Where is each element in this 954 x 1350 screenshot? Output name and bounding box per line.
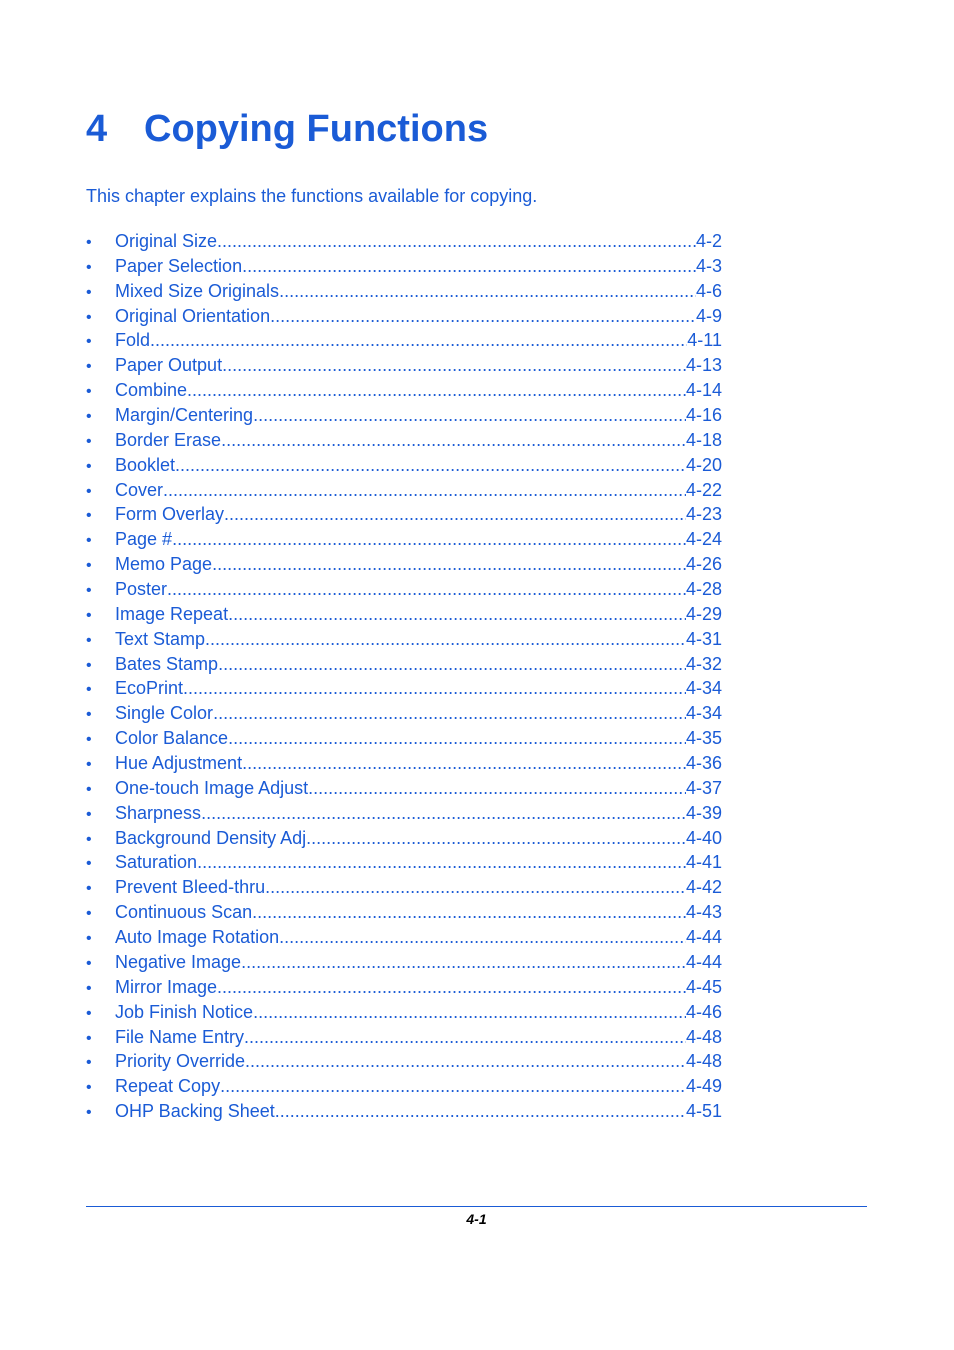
toc-entry[interactable] [86,875,722,900]
dot-leader [253,1000,686,1025]
toc-entry-page[interactable]: 4-11 [687,330,722,351]
dot-leader [183,676,686,701]
footer-divider [86,1206,867,1207]
dot-leader [212,552,686,577]
toc-entry-page[interactable]: 4-26 [685,554,722,575]
chapter-number: 4 [86,107,108,150]
toc-entry-page[interactable]: 4-37 [685,777,722,798]
toc-entry[interactable] [86,527,722,552]
toc-entry-title[interactable]: Saturation [115,852,198,873]
toc-entry-title[interactable]: File Name Entry [115,1026,245,1047]
toc-entry-page[interactable]: 4-16 [685,405,722,426]
toc-entry[interactable] [86,279,722,304]
bullet-icon: • [86,905,92,923]
bullet-icon: • [86,731,92,749]
toc-entry-page[interactable]: 4-42 [685,877,722,898]
dot-leader [175,453,686,478]
toc-entry-title[interactable]: Job Finish Notice [115,1001,254,1022]
bullet-icon: • [86,706,92,724]
toc-entry-page[interactable]: 4-14 [685,380,722,401]
dot-leader [218,652,686,677]
toc-entry[interactable] [86,1099,722,1124]
dot-leader [265,875,686,900]
toc-entry-title[interactable]: Paper Selection [115,255,243,276]
bullet-icon: • [86,756,92,774]
toc-entry[interactable] [86,229,722,254]
toc-entry-title[interactable]: Form Overlay [115,504,225,525]
dot-leader [224,502,686,527]
toc-entry-page[interactable]: 4-32 [685,653,722,674]
toc-entry[interactable] [86,676,722,701]
toc-entry-title[interactable]: Hue Adjustment [115,753,243,774]
toc-entry[interactable] [86,453,722,478]
toc-entry[interactable] [86,627,722,652]
toc-entry-page[interactable]: 4-49 [685,1076,722,1097]
dot-leader [222,353,686,378]
toc-entry-page[interactable]: 4-23 [685,504,722,525]
bullet-icon: • [86,1029,92,1047]
toc-entry-page[interactable]: 4-48 [685,1051,722,1072]
toc-entry[interactable] [86,552,722,577]
dot-leader [306,826,686,851]
toc-entry-page[interactable]: 4-20 [685,454,722,475]
toc-entry-page[interactable]: 4-44 [685,927,722,948]
toc-entry-title[interactable]: OHP Backing Sheet [115,1101,275,1122]
dot-leader [150,328,687,353]
dot-leader [242,751,686,776]
bullet-icon: • [86,582,92,600]
bullet-icon: • [86,656,92,674]
toc-entry[interactable] [86,726,722,751]
toc-entry-page[interactable]: 4-51 [685,1101,722,1122]
toc-entry-title[interactable]: Single Color [115,703,214,724]
toc-entry[interactable] [86,1074,722,1099]
toc-entry[interactable] [86,428,722,453]
toc-entry-title[interactable]: Repeat Copy [115,1076,221,1097]
dot-leader [163,478,686,503]
toc-entry-page[interactable]: 4-40 [685,827,722,848]
bullet-icon: • [86,1104,92,1122]
bullet-icon: • [86,258,92,276]
toc-entry-page[interactable]: 4-36 [685,753,722,774]
toc-entry[interactable] [86,577,722,602]
toc-entry-page[interactable]: 4-34 [685,703,722,724]
bullet-icon: • [86,308,92,326]
dot-leader [245,1049,686,1074]
toc-entry-page[interactable]: 4-31 [685,628,722,649]
dot-leader [213,701,686,726]
bullet-icon: • [86,780,92,798]
dot-leader [244,1025,686,1050]
bullet-icon: • [86,979,92,997]
toc-entry-title[interactable]: Poster [115,579,168,600]
toc-entry[interactable] [86,378,722,403]
toc-entry-title[interactable]: Original Orientation [115,305,271,326]
toc-entry[interactable] [86,701,722,726]
bullet-icon: • [86,482,92,500]
bullet-icon: • [86,1079,92,1097]
table-of-contents [86,229,722,1124]
toc-entry-title[interactable]: Original Size [115,231,218,251]
toc-entry[interactable] [86,254,722,279]
dot-leader [187,378,686,403]
bullet-icon: • [86,855,92,873]
chapter-intro: This chapter explains the functions available for copying. [86,186,538,206]
bullet-icon: • [86,234,92,251]
dot-leader [228,726,686,751]
toc-entry-title[interactable]: Bates Stamp [115,653,219,674]
toc-entry-page[interactable]: 4-34 [685,678,722,699]
toc-entry[interactable] [86,900,722,925]
toc-entry-page[interactable]: 4-43 [685,902,722,923]
toc-entry-title[interactable]: Fold [115,330,151,351]
toc-entry[interactable] [86,801,722,826]
toc-entry-title[interactable]: Negative Image [115,951,242,972]
dot-leader [220,1074,686,1099]
bullet-icon: • [86,606,92,624]
bullet-icon: • [86,383,92,401]
toc-entry-title[interactable]: Prevent Bleed-thru [115,877,266,898]
dot-leader [205,627,686,652]
toc-entry-page[interactable]: 4-45 [685,976,722,997]
dot-leader [241,950,686,975]
bullet-icon: • [86,930,92,948]
dot-leader [197,850,686,875]
toc-entry-title[interactable]: Combine [115,380,188,401]
toc-entry[interactable] [86,403,722,428]
toc-entry-title[interactable]: Memo Page [115,554,213,575]
toc-entry-page[interactable]: 4-22 [685,479,722,500]
toc-entry[interactable] [86,1049,722,1074]
toc-entry-page[interactable]: 4-35 [685,728,722,749]
toc-entry[interactable] [86,1025,722,1050]
toc-entry-page[interactable]: 4-28 [685,579,722,600]
toc-entry[interactable] [86,751,722,776]
toc-entry[interactable] [86,502,722,527]
toc-entry-title[interactable]: Cover [115,479,164,500]
toc-entry-title[interactable]: Text Stamp [115,628,206,649]
bullet-icon: • [86,1054,92,1072]
toc-entry[interactable] [86,304,722,329]
toc-entry[interactable] [86,850,722,875]
dot-leader [167,577,686,602]
toc-entry-page[interactable]: 4-41 [685,852,722,873]
toc-entry-page[interactable]: 4-46 [685,1001,722,1022]
toc-entry[interactable] [86,776,722,801]
toc-entry[interactable] [86,975,722,1000]
toc-entry-page[interactable]: 4-6 [695,280,722,301]
toc-entry-title[interactable]: Paper Output [115,355,223,376]
bullet-icon: • [86,681,92,699]
bullet-icon: • [86,457,92,475]
toc-entry[interactable] [86,1000,722,1025]
bullet-icon: • [86,283,92,301]
toc-entry-page[interactable]: 4-2 [695,231,722,251]
bullet-icon: • [86,1004,92,1022]
dot-leader [201,801,686,826]
dot-leader [253,403,686,428]
toc-entry[interactable] [86,826,722,851]
toc-entry-page[interactable]: 4-29 [685,603,722,624]
toc-entry-page[interactable]: 4-13 [685,355,722,376]
bullet-icon: • [86,880,92,898]
toc-entry-page[interactable]: 4-24 [685,529,722,550]
toc-entry-title[interactable]: Sharpness [115,802,202,823]
dot-leader [228,602,686,627]
toc-entry-title[interactable]: Image Repeat [115,603,229,624]
toc-entry[interactable] [86,925,722,950]
toc-entry-title[interactable]: Continuous Scan [115,902,253,923]
toc-entry[interactable] [86,950,722,975]
bullet-icon: • [86,557,92,575]
toc-entry-title[interactable]: Color Balance [115,728,229,749]
dot-leader [217,229,696,254]
toc-entry[interactable] [86,652,722,677]
dot-leader [252,900,686,925]
dot-leader [270,304,696,329]
dot-leader [308,776,686,801]
bullet-icon: • [86,805,92,823]
toc-entry-title[interactable]: Mirror Image [115,976,218,997]
toc-entry[interactable] [86,353,722,378]
bullet-icon: • [86,507,92,525]
toc-entry[interactable] [86,602,722,627]
toc-entry-title[interactable]: Border Erase [115,429,222,450]
dot-leader [279,925,686,950]
toc-entry[interactable] [86,328,722,353]
bullet-icon: • [86,408,92,426]
toc-entry-page[interactable]: 4-39 [685,802,722,823]
toc-entry-title[interactable]: Margin/Centering [115,405,254,426]
bullet-icon: • [86,532,92,550]
chapter-heading [86,104,488,154]
dot-leader [172,527,686,552]
toc-entry-page[interactable]: 4-3 [695,255,722,276]
bullet-icon: • [86,954,92,972]
dot-leader [217,975,686,1000]
toc-entry-page[interactable]: 4-9 [695,305,722,326]
toc-entry-title[interactable]: Auto Image Rotation [115,927,280,948]
toc-entry-page[interactable]: 4-44 [685,951,722,972]
toc-entry-title[interactable]: Booklet [115,454,176,475]
bullet-icon: • [86,333,92,351]
toc-entry-title[interactable]: EcoPrint [115,678,184,699]
bullet-icon: • [86,432,92,450]
page-number: 4-1 [466,1211,487,1227]
chapter-title: Copying Functions [144,107,489,150]
toc-entry-title[interactable]: One-touch Image Adjust [115,777,309,798]
dot-leader [242,254,696,279]
dot-leader [275,1099,686,1124]
bullet-icon: • [86,830,92,848]
bullet-icon: • [86,631,92,649]
toc-entry[interactable] [86,478,722,503]
toc-entry-title[interactable]: Page # [115,529,173,550]
toc-entry-title[interactable]: Priority Override [115,1051,246,1072]
toc-entry-title[interactable]: Mixed Size Originals [115,280,280,301]
dot-leader [221,428,686,453]
toc-entry-page[interactable]: 4-18 [685,429,722,450]
dot-leader [279,279,696,304]
bullet-icon: • [86,358,92,376]
toc-entry-page[interactable]: 4-48 [685,1026,722,1047]
toc-entry-title[interactable]: Background Density Adj [115,827,307,848]
